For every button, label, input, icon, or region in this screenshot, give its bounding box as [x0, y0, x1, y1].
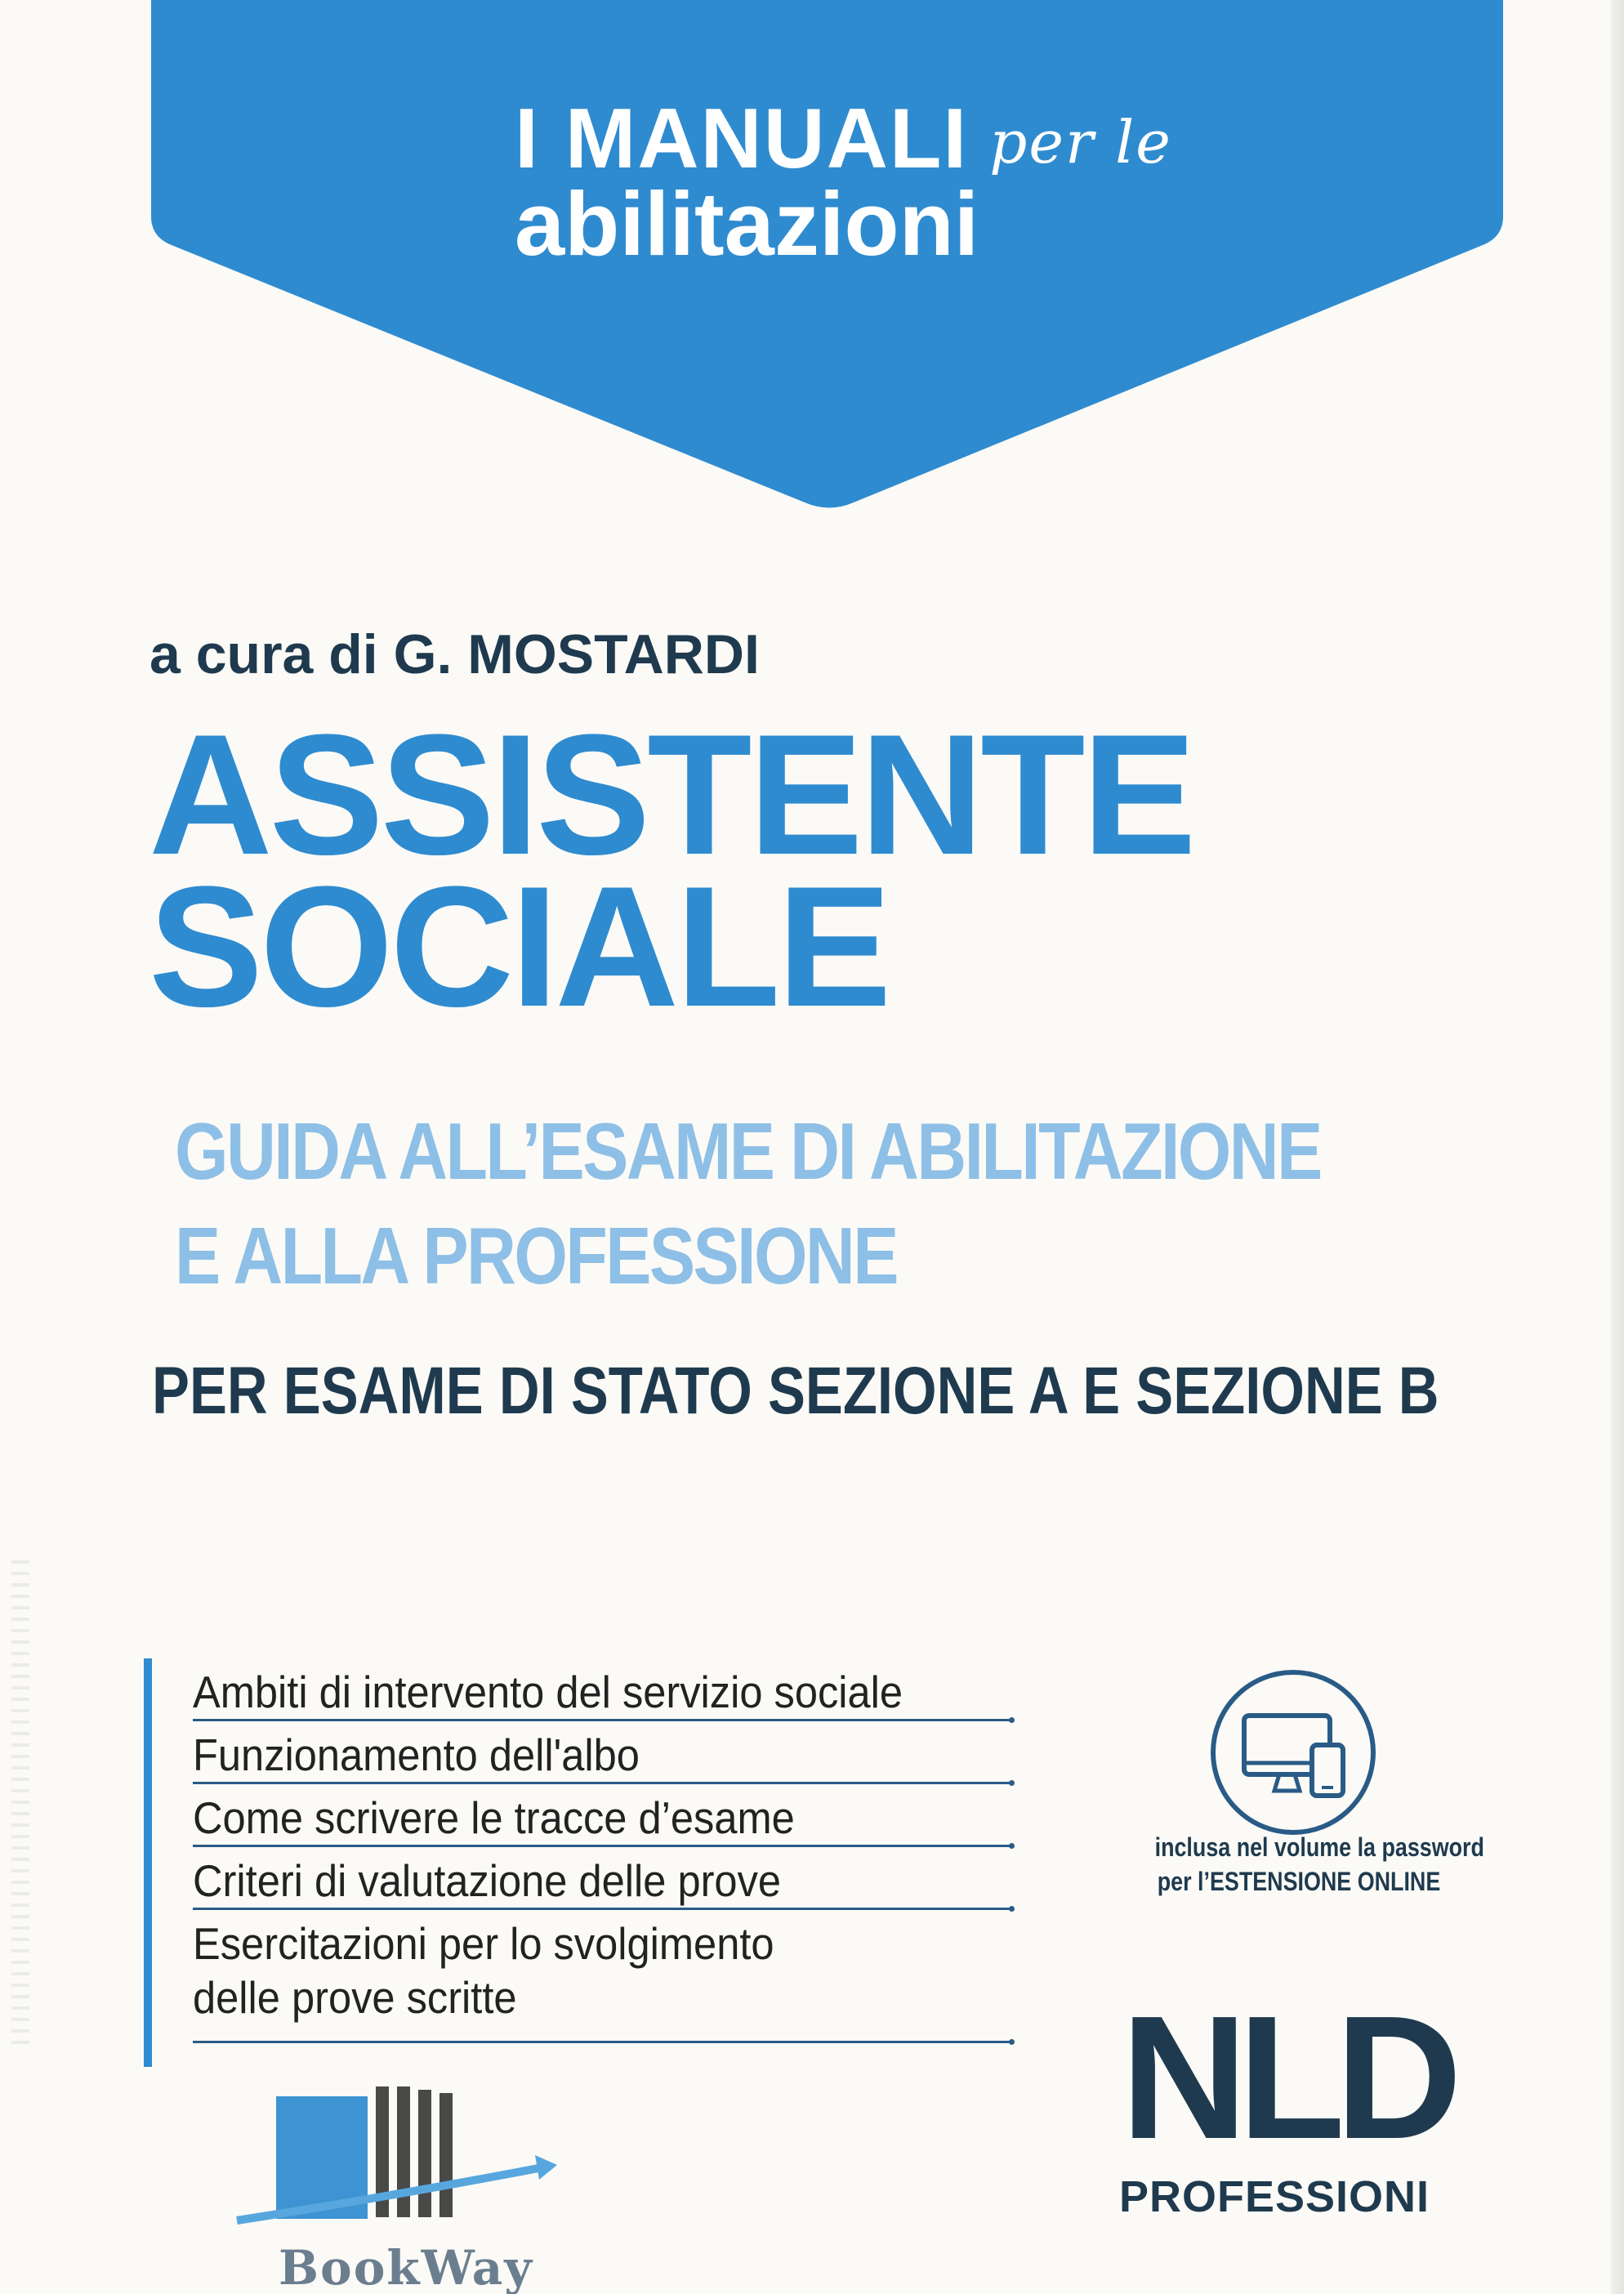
curator: a cura di G. MOSTARDI [149, 623, 760, 685]
series-title: I MANUALI per le [515, 91, 1172, 186]
subtitle-line-2: E ALLA PROFESSIONE [175, 1211, 897, 1301]
topic-item: Ambiti di intervento del servizio sociale [193, 1658, 1010, 1721]
page-edge [1611, 0, 1624, 2294]
topics-list [144, 1658, 1002, 2067]
online-line-1: inclusa nel volume la password [1154, 1832, 1484, 1862]
series-subtitle: abilitazioni [515, 174, 979, 274]
series-script: per le [989, 108, 1172, 176]
book-title [149, 698, 1193, 1042]
subtitle-line-1: GUIDA ALL’ESAME DI ABILITAZIONE [175, 1106, 1321, 1196]
devices-icon [1207, 1667, 1379, 1838]
scan-marks [11, 1560, 29, 2051]
online-extension-note [1154, 1830, 1484, 1899]
title-line-2: SOCIALE [149, 850, 889, 1042]
topic-item: Funzionamento dell'albo [193, 1721, 1010, 1784]
publisher-logo: NLD [1121, 1979, 1452, 2176]
title-line-1: ASSISTENTE [149, 698, 1193, 890]
exam-line: PER ESAME DI STATO SEZIONE A E SEZIONE B [152, 1354, 1439, 1428]
topic-item: Criteri di valutazione delle prove [193, 1847, 1010, 1910]
topic-item: Come scrivere le tracce d’esame [193, 1784, 1010, 1847]
online-line-2: per l’ESTENSIONE ONLINE [1157, 1867, 1441, 1896]
watermark-label: BookWay [279, 2240, 533, 2294]
publisher-name: PROFESSIONI [1119, 2172, 1430, 2221]
topic-item: Esercitazioni per lo svolgimento delle prove scritte [193, 1910, 1010, 2043]
book-subtitle [175, 1099, 1321, 1308]
